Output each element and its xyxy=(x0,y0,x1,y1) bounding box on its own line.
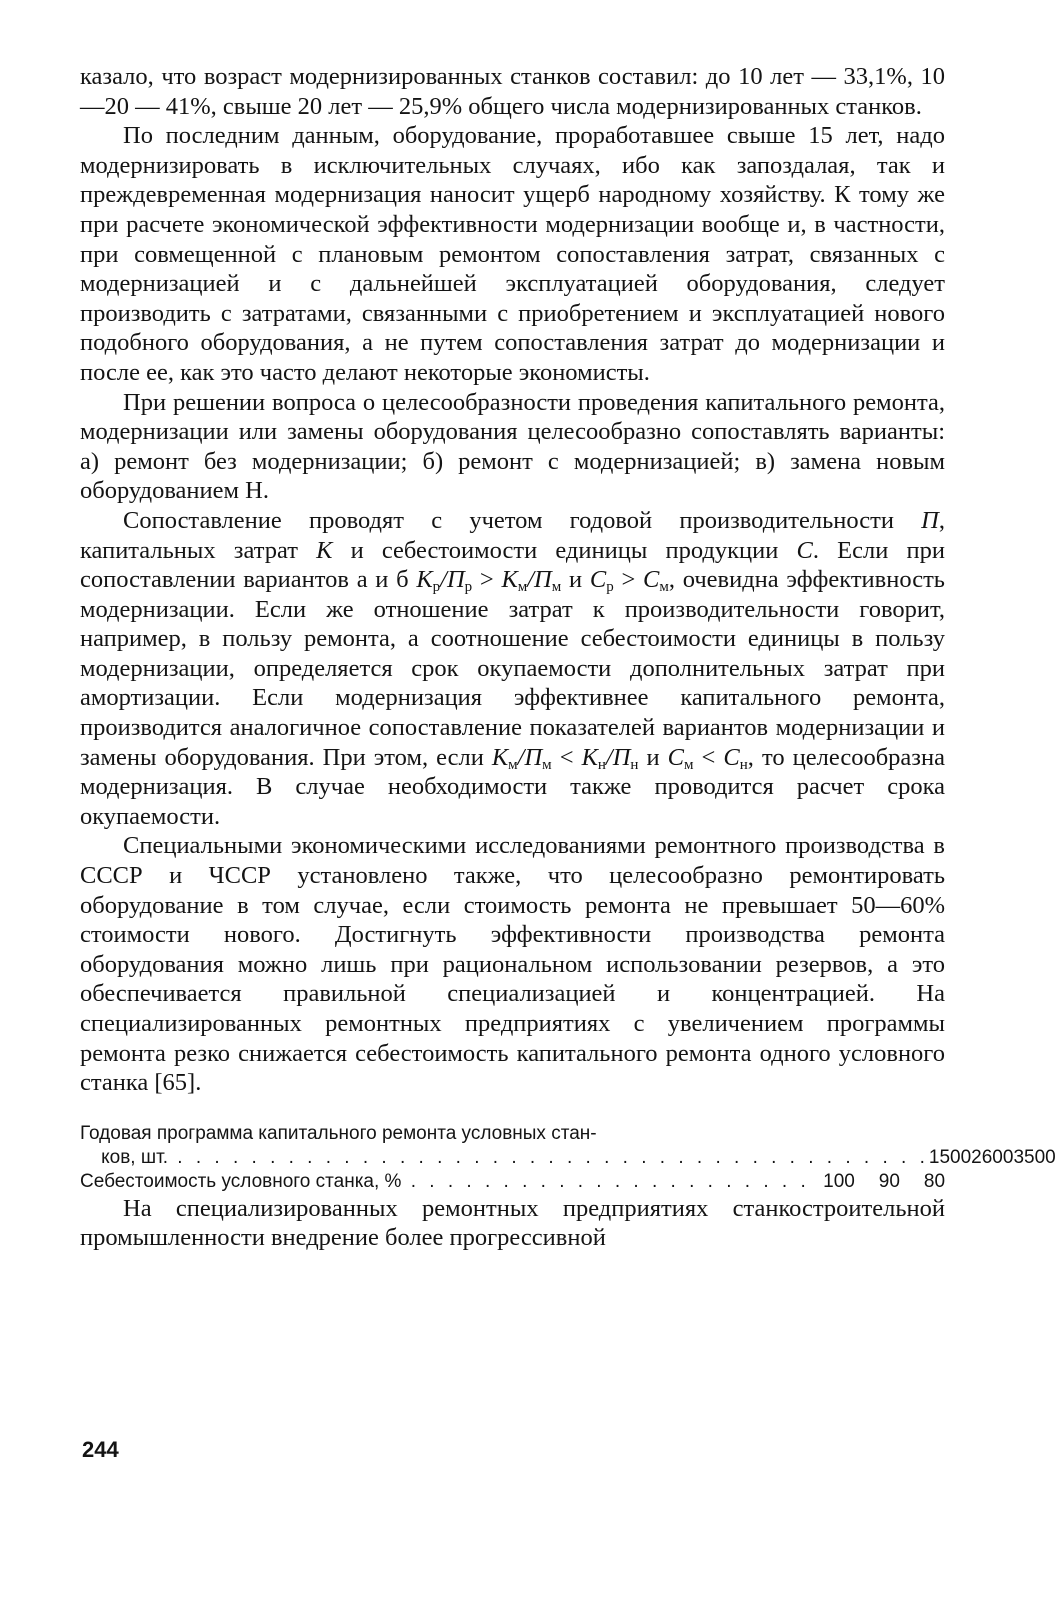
paragraph-3: При решении вопроса о целесообразности проведения капитального ремонта, модернизации или замены оборудования целесообразно сопоставлять варианты: а) ремонт без модернизации; б) ремонт с модернизацией; в) замена новым оборудованием Н. xyxy=(80,388,945,505)
table-row-label: Годовая программа капитального ремонта условных стан- xyxy=(80,1122,597,1144)
table-cell: 100 xyxy=(823,1170,855,1192)
table-row xyxy=(80,1146,1056,1170)
table-cell: 2600 xyxy=(971,1146,1014,1168)
paragraph-1: казало, что возраст модернизированных станков составил: до 10 лет — 33,1%, 10—20 — 41%, свыше 20 лет — 25,9% общего числа модернизированных станков. xyxy=(80,63,945,120)
table-cell: 3500 xyxy=(1013,1146,1056,1168)
table-cell: 1500 xyxy=(928,1146,972,1168)
table-row xyxy=(80,1170,945,1194)
table-row-label: Себестоимость условного станка, % . . . . . . . . . . . . . . . . . . . . . . xyxy=(80,1170,810,1192)
cost-table xyxy=(80,1122,1056,1194)
table-row-label: ков, шт. . . . . . . . . . . . . . . . . . . . . . . . . . . . . . . . . . . . . . . . . . xyxy=(101,1146,929,1168)
paragraph-2: По последним данным, оборудование, проработавшее свыше 15 лет, надо модернизировать в исключительных случаях, ибо как запоздалая, так и преждевременная модернизация наносит ущерб народному хозяйству. К тому же при расчете экономической эффективности модернизации вообще и, в частности, при совмещенной с плановым ремонтом сопоставления затрат, связанных с модернизацией и с дальнейшей эксплуатацией оборудования, следует производить с затратами, связанными с приобретением и эксплуатацией нового подобного оборудования, а не путем сопоставления затрат до модернизации и после ее, как это часто делают некоторые экономисты. xyxy=(80,122,945,386)
page-number: 244 xyxy=(82,1437,119,1462)
paragraph-4: Сопоставление проводят с учетом годовой производительности П, капитальных затрат К и себестоимости единицы продукции С. Если при сопоставлении вариантов а и б $К_р/П_р > К_м/П_м$ и $С_р > С_м$, очевидна эффективность модернизации. Если же отношение затрат к производительности говорит, например, в пользу ремонта, а соотношение себестоимости единицы в пользу модернизации, определяется срок окупаемости дополнительных затрат при амортизации. Если модернизация эффективнее капитального ремонта, производится аналогичное сопоставление показателей вариантов модернизации и замены оборудования. При этом, если $К_м/П_м < К_н/П_н$ и $С_м < С_н$, то целесообразна модернизация. В случае необходимости также проводится расчет срока окупаемости. xyxy=(80,506,946,830)
paragraph-5: Специальными экономическими исследованиями ремонтного производства в СССР и ЧССР установлено также, что целесообразно ремонтировать оборудование в том случае, если стоимость ремонта не превышает 50—60% стоимости нового. Достигнуть эффективности производства ремонта оборудования можно лишь при рациональном использовании резервов, а это обеспечивается правильной специализацией и концентрацией. На специализированных ремонтных предприятиях с увеличением программы ремонта резко снижается себестоимость капитального ремонта одного условного станка [65]. xyxy=(80,832,945,1097)
paragraph-6: На специализированных ремонтных предприятиях станкостроительной промышленности внедрение более прогрессивной xyxy=(80,1194,945,1252)
page-body xyxy=(80,62,1056,1253)
table-cell: 90 xyxy=(878,1170,900,1192)
table-cell: 80 xyxy=(923,1170,946,1192)
table-row xyxy=(80,1122,945,1146)
